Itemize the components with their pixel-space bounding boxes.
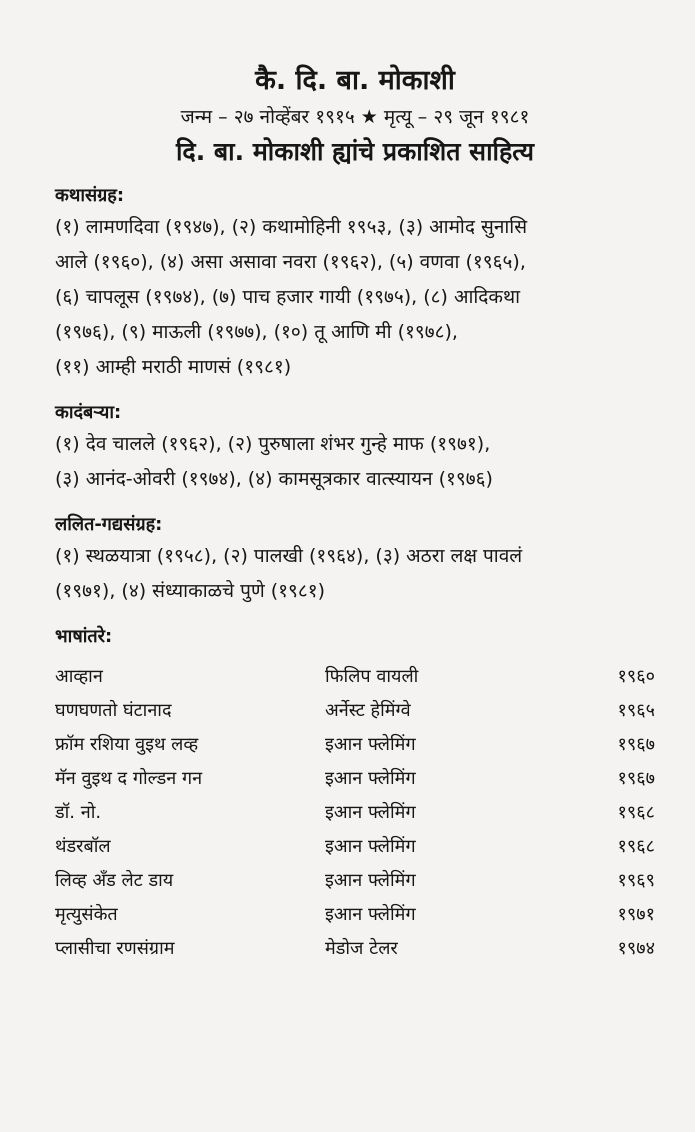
original-author: इआन फ्लेमिंग: [325, 734, 416, 755]
prose-collections-heading: ललित-गद्यसंग्रह:: [55, 514, 163, 535]
novels-list: [55, 427, 655, 497]
translation-title: मॅन वुइथ द गोल्डन गन: [55, 768, 203, 789]
publication-year: १९६५: [617, 700, 655, 721]
publication-year: १९६९: [617, 870, 655, 891]
author-dates: जन्म – २७ नोव्हेंबर १९१५ ★ मृत्यू – २९ जून १९८१: [180, 106, 530, 128]
table-row: [55, 829, 655, 863]
translation-title: मृत्युसंकेत: [55, 904, 118, 925]
publication-year: १९७४: [617, 938, 655, 959]
original-author: इआन फ्लेमिंग: [325, 802, 416, 823]
publications-heading: दि. बा. मोकाशी ह्यांचे प्रकाशित साहित्य: [175, 137, 535, 166]
text-line: (३) आनंद-ओवरी (१९७४), (४) कामसूत्रकार वात्स्यायन (१९७६): [55, 468, 493, 490]
table-row: [55, 897, 655, 931]
original-author: इआन फ्लेमिंग: [325, 904, 416, 925]
translation-title: प्लासीचा रणसंग्राम: [55, 938, 175, 959]
translation-title: घणघणतो घंटानाद: [55, 700, 172, 721]
translations-heading: भाषांतरे:: [55, 626, 113, 647]
original-author: इआन फ्लेमिंग: [325, 836, 416, 857]
publication-year: १९६७: [617, 734, 655, 755]
publication-year: १९७१: [617, 904, 655, 925]
table-row: [55, 931, 655, 965]
short-story-collections-list: [55, 210, 655, 385]
novels-heading: कादंबऱ्या:: [55, 402, 122, 423]
translation-title: थंडरबॉल: [55, 836, 111, 857]
original-author: अर्नेस्ट हेमिंग्वे: [325, 700, 411, 721]
text-line: (६) चापलूस (१९७४), (७) पाच हजार गायी (१९७५), (८) आदिकथा: [55, 286, 521, 308]
translation-title: डॉ. नो.: [55, 802, 102, 823]
author-name-heading: कै. दि. बा. मोकाशी: [255, 65, 455, 96]
table-row: [55, 795, 655, 829]
text-line: (१९७६), (९) माऊली (१९७७), (१०) तू आणि मी (१९७८),: [55, 321, 458, 343]
text-line: (१) लामणदिवा (१९४७), (२) कथामोहिनी १९५३, (३) आमोद सुनासि: [55, 216, 528, 238]
table-row: [55, 659, 655, 693]
table-row: [55, 761, 655, 795]
publication-year: १९६०: [617, 666, 655, 687]
original-author: फिलिप वायली: [325, 666, 419, 687]
translations-table: [55, 659, 655, 965]
short-story-collections-heading: कथासंग्रह:: [55, 185, 125, 206]
table-row: [55, 693, 655, 727]
translation-title: फ्रॉम रशिया वुइथ लव्ह: [55, 734, 199, 755]
table-row: [55, 727, 655, 761]
translation-title: लिव्ह अँड लेट डाय: [55, 870, 174, 891]
publication-year: १९६८: [617, 802, 655, 823]
text-line: आले (१९६०), (४) असा असावा नवरा (१९६२), (५) वणवा (१९६५),: [55, 251, 526, 273]
table-row: [55, 863, 655, 897]
text-line: (११) आम्ही मराठी माणसं (१९८१): [55, 356, 292, 378]
prose-collections-list: [55, 539, 655, 609]
original-author: इआन फ्लेमिंग: [325, 870, 416, 891]
publication-year: १९६७: [617, 768, 655, 789]
text-line: (१) स्थळयात्रा (१९५८), (२) पालखी (१९६४), (३) अठरा लक्ष पावलं: [55, 545, 523, 567]
translation-title: आव्हान: [55, 666, 103, 687]
text-line: (१९७१), (४) संध्याकाळचे पुणे (१९८१): [55, 580, 326, 602]
original-author: इआन फ्लेमिंग: [325, 768, 416, 789]
original-author: मेडोज टेलर: [325, 938, 398, 959]
publication-year: १९६८: [617, 836, 655, 857]
text-line: (१) देव चालले (१९६२), (२) पुरुषाला शंभर गुन्हे माफ (१९७१),: [55, 433, 491, 455]
